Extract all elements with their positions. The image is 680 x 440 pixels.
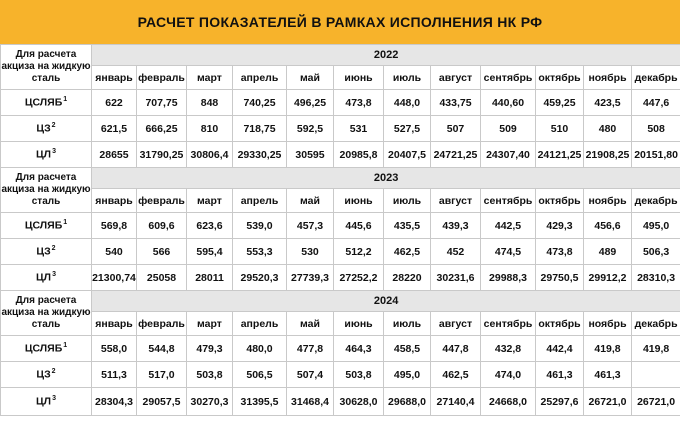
row-name	[1, 90, 92, 116]
table-cell: 506,3	[632, 239, 680, 265]
month-header: июнь	[334, 312, 384, 336]
month-header: июль	[384, 312, 431, 336]
table-cell: 24721,25	[431, 142, 481, 168]
table-cell	[632, 362, 680, 388]
footnote-marker: 2	[51, 245, 56, 253]
footnote-marker: 3	[52, 271, 56, 279]
table-cell: 507,4	[287, 362, 334, 388]
year-row	[1, 168, 680, 189]
block-label: Для расчета акциза на жидкую сталь	[1, 291, 92, 336]
table-cell: 423,5	[584, 90, 632, 116]
month-header: ноябрь	[584, 66, 632, 90]
table-cell: 473,8	[536, 239, 584, 265]
table-cell: 474,0	[481, 362, 536, 388]
table-cell: 26721,0	[584, 388, 632, 416]
month-header: январь	[92, 312, 137, 336]
month-header: июль	[384, 189, 431, 213]
table-cell: 25297,6	[536, 388, 584, 416]
table-row	[1, 362, 680, 388]
month-header: февраль	[137, 189, 187, 213]
table-cell: 503,8	[334, 362, 384, 388]
month-header: март	[187, 189, 233, 213]
month-header: август	[431, 66, 481, 90]
row-name-label: ЦЗ	[36, 245, 51, 258]
table-cell: 29750,5	[536, 265, 584, 291]
row-name-label: ЦЗ	[36, 122, 51, 135]
month-header: сентябрь	[481, 66, 536, 90]
table-cell: 718,75	[233, 116, 287, 142]
table-cell: 24668,0	[481, 388, 536, 416]
table-cell: 512,2	[334, 239, 384, 265]
month-header: апрель	[233, 66, 287, 90]
row-name	[1, 213, 92, 239]
footnote-marker: 1	[63, 96, 68, 104]
table-cell: 540	[92, 239, 137, 265]
table-cell: 480,0	[233, 336, 287, 362]
table-cell: 509	[481, 116, 536, 142]
table-row	[1, 213, 680, 239]
table-cell: 29912,2	[584, 265, 632, 291]
table-cell: 442,5	[481, 213, 536, 239]
month-header: август	[431, 189, 481, 213]
table-cell: 530	[287, 239, 334, 265]
table-cell: 461,3	[536, 362, 584, 388]
table-cell: 666,25	[137, 116, 187, 142]
month-header: август	[431, 312, 481, 336]
year-header: 2024	[92, 291, 680, 312]
table-cell: 27252,2	[334, 265, 384, 291]
excise-table	[0, 44, 680, 416]
row-name-label: ЦСЛЯБ	[24, 342, 63, 355]
row-name-label: ЦСЛЯБ	[24, 96, 63, 109]
table-cell: 496,25	[287, 90, 334, 116]
block-label: Для расчета акциза на жидкую сталь	[1, 45, 92, 90]
row-name-label: ЦЗ	[36, 368, 51, 381]
month-header: июль	[384, 66, 431, 90]
table-row	[1, 265, 680, 291]
month-header: январь	[92, 66, 137, 90]
table-cell: 544,8	[137, 336, 187, 362]
table-cell: 539,0	[233, 213, 287, 239]
month-header: февраль	[137, 66, 187, 90]
year-row	[1, 45, 680, 66]
table-cell: 569,8	[92, 213, 137, 239]
table-cell: 609,6	[137, 213, 187, 239]
table-row	[1, 388, 680, 416]
table-cell: 508	[632, 116, 680, 142]
months-row	[1, 66, 680, 90]
table-cell: 29330,25	[233, 142, 287, 168]
month-header: май	[287, 312, 334, 336]
table-cell: 30270,3	[187, 388, 233, 416]
table-cell: 623,6	[187, 213, 233, 239]
month-header: ноябрь	[584, 312, 632, 336]
table-cell: 621,5	[92, 116, 137, 142]
row-name	[1, 239, 92, 265]
table-cell: 707,75	[137, 90, 187, 116]
table-cell: 20151,80	[632, 142, 680, 168]
month-header: октябрь	[536, 66, 584, 90]
footnote-marker: 3	[52, 148, 56, 156]
footnote-marker: 1	[63, 219, 68, 227]
table-cell: 462,5	[431, 362, 481, 388]
table-row	[1, 336, 680, 362]
month-header: сентябрь	[481, 189, 536, 213]
table-cell: 30595	[287, 142, 334, 168]
month-header: январь	[92, 189, 137, 213]
table-cell: 457,3	[287, 213, 334, 239]
table-cell: 419,8	[632, 336, 680, 362]
table-cell: 31395,5	[233, 388, 287, 416]
month-header: ноябрь	[584, 189, 632, 213]
table-cell: 24307,40	[481, 142, 536, 168]
month-header: июнь	[334, 189, 384, 213]
table-cell: 459,25	[536, 90, 584, 116]
month-header: сентябрь	[481, 312, 536, 336]
table-cell: 31468,4	[287, 388, 334, 416]
year-header: 2023	[92, 168, 680, 189]
footnote-marker: 1	[63, 342, 68, 350]
table-cell: 595,4	[187, 239, 233, 265]
month-header: декабрь	[632, 66, 680, 90]
table-cell: 507	[431, 116, 481, 142]
row-name-label: ЦЛ	[36, 395, 52, 408]
table-cell: 28220	[384, 265, 431, 291]
month-header: март	[187, 66, 233, 90]
table-cell: 511,3	[92, 362, 137, 388]
row-name-label: ЦЛ	[36, 271, 52, 284]
row-name-label: ЦЛ	[36, 148, 52, 161]
table-cell: 30231,6	[431, 265, 481, 291]
table-row	[1, 90, 680, 116]
table-cell: 447,6	[632, 90, 680, 116]
table-cell: 458,5	[384, 336, 431, 362]
table-cell: 27739,3	[287, 265, 334, 291]
block-label: Для расчета акциза на жидкую сталь	[1, 168, 92, 213]
table-cell: 566	[137, 239, 187, 265]
table-cell: 503,8	[187, 362, 233, 388]
table-cell: 848	[187, 90, 233, 116]
footnote-marker: 3	[52, 395, 56, 403]
footnote-marker: 2	[51, 122, 56, 130]
table-cell: 440,60	[481, 90, 536, 116]
month-header: апрель	[233, 312, 287, 336]
month-header: май	[287, 66, 334, 90]
table-cell: 29688,0	[384, 388, 431, 416]
year-header: 2022	[92, 45, 680, 66]
table-cell: 442,4	[536, 336, 584, 362]
table-cell: 506,5	[233, 362, 287, 388]
table-cell: 20407,5	[384, 142, 431, 168]
footnote-marker: 2	[51, 368, 56, 376]
table-cell: 29520,3	[233, 265, 287, 291]
table-cell: 480	[584, 116, 632, 142]
month-header: декабрь	[632, 312, 680, 336]
table-cell: 439,3	[431, 213, 481, 239]
table-cell: 30628,0	[334, 388, 384, 416]
table-cell: 456,6	[584, 213, 632, 239]
table-cell: 445,6	[334, 213, 384, 239]
year-row	[1, 291, 680, 312]
table-cell: 28655	[92, 142, 137, 168]
months-row	[1, 189, 680, 213]
table-cell: 489	[584, 239, 632, 265]
page-title: РАСЧЕТ ПОКАЗАТЕЛЕЙ В РАМКАХ ИСПОЛНЕНИЯ НК РФ	[137, 14, 543, 30]
month-header: октябрь	[536, 189, 584, 213]
row-name-label: ЦСЛЯБ	[24, 219, 63, 232]
table-cell: 477,8	[287, 336, 334, 362]
table-cell: 558,0	[92, 336, 137, 362]
table-cell: 27140,4	[431, 388, 481, 416]
row-name	[1, 362, 92, 388]
table-cell: 531	[334, 116, 384, 142]
table-cell: 810	[187, 116, 233, 142]
row-name	[1, 142, 92, 168]
table-cell: 473,8	[334, 90, 384, 116]
table-cell: 31790,25	[137, 142, 187, 168]
table-cell: 553,3	[233, 239, 287, 265]
table-cell: 510	[536, 116, 584, 142]
table-cell: 435,5	[384, 213, 431, 239]
table-cell: 740,25	[233, 90, 287, 116]
table-cell: 592,5	[287, 116, 334, 142]
table-cell: 29988,3	[481, 265, 536, 291]
table-cell: 461,3	[584, 362, 632, 388]
table-cell: 419,8	[584, 336, 632, 362]
table-cell: 622	[92, 90, 137, 116]
table-cell: 429,3	[536, 213, 584, 239]
table-cell: 28011	[187, 265, 233, 291]
table-cell: 30806,4	[187, 142, 233, 168]
table-cell: 433,75	[431, 90, 481, 116]
table-cell: 20985,8	[334, 142, 384, 168]
month-header: декабрь	[632, 189, 680, 213]
table-cell: 28304,3	[92, 388, 137, 416]
table-cell: 464,3	[334, 336, 384, 362]
table-cell: 21908,25	[584, 142, 632, 168]
table-cell: 474,5	[481, 239, 536, 265]
row-name	[1, 116, 92, 142]
table-cell: 26721,0	[632, 388, 680, 416]
table-cell: 28310,3	[632, 265, 680, 291]
table-row	[1, 142, 680, 168]
month-header: май	[287, 189, 334, 213]
table-cell: 517,0	[137, 362, 187, 388]
row-name	[1, 336, 92, 362]
table-cell: 527,5	[384, 116, 431, 142]
month-header: апрель	[233, 189, 287, 213]
table-row	[1, 116, 680, 142]
table-cell: 495,0	[632, 213, 680, 239]
table-cell: 448,0	[384, 90, 431, 116]
month-header: октябрь	[536, 312, 584, 336]
table-cell: 495,0	[384, 362, 431, 388]
table-cell: 25058	[137, 265, 187, 291]
table-cell: 432,8	[481, 336, 536, 362]
table-row	[1, 239, 680, 265]
table-cell: 452	[431, 239, 481, 265]
table-cell: 462,5	[384, 239, 431, 265]
page-header	[0, 0, 680, 44]
month-header: февраль	[137, 312, 187, 336]
row-name	[1, 265, 92, 291]
table-cell: 29057,5	[137, 388, 187, 416]
row-name	[1, 388, 92, 416]
table-cell: 24121,25	[536, 142, 584, 168]
table-cell: 479,3	[187, 336, 233, 362]
month-header: март	[187, 312, 233, 336]
months-row	[1, 312, 680, 336]
table-cell: 21300,74	[92, 265, 137, 291]
month-header: июнь	[334, 66, 384, 90]
table-cell: 447,8	[431, 336, 481, 362]
